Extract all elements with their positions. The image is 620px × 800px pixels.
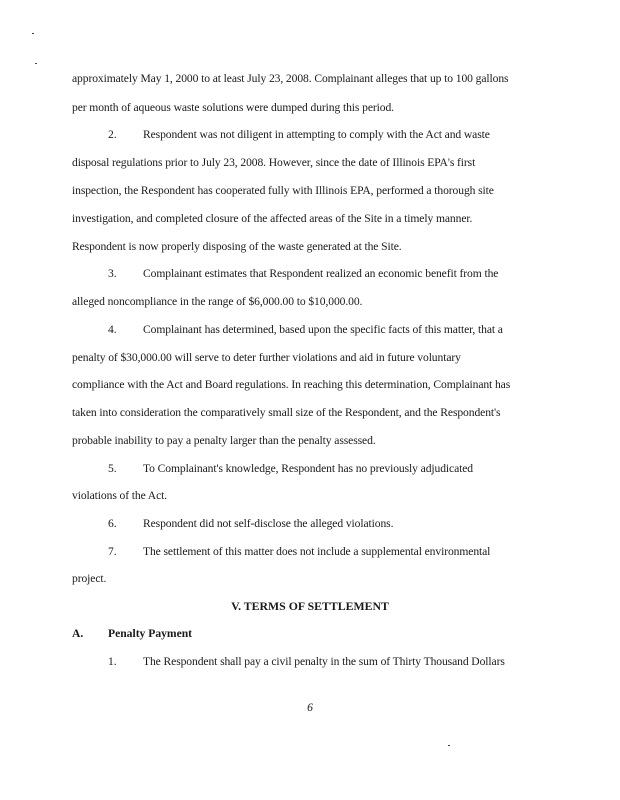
penalty-paragraph-1-number: 1. — [108, 655, 117, 668]
paragraph-1-line-2: per month of aqueous waste solutions were dumped during this period. — [72, 101, 394, 114]
paragraph-2-line-4: investigation, and completed closure of the affected areas of the Site in a timely manner. — [72, 212, 473, 225]
paragraph-2-line-5: Respondent is now properly disposing of the waste generated at the Site. — [72, 240, 402, 253]
subsection-title: Penalty Payment — [108, 627, 193, 640]
paragraph-5-number: 5. — [108, 462, 117, 475]
paragraph-6-line-1: Respondent did not self-disclose the alleged violations. — [143, 517, 394, 530]
scan-speck — [32, 33, 34, 34]
paragraph-4-line-5: probable inability to pay a penalty larger than the penalty assessed. — [72, 434, 376, 447]
paragraph-7-line-1: The settlement of this matter does not include a supplemental environmental — [143, 545, 491, 558]
paragraph-3-line-2: alleged noncompliance in the range of $6,000.00 to $10,000.00. — [72, 295, 363, 308]
paragraph-4-line-1: Complainant has determined, based upon the specific facts of this matter, that a — [143, 323, 503, 336]
subsection-letter: A. — [72, 627, 84, 640]
paragraph-4-line-4: taken into consideration the comparatively small size of the Respondent, and the Respondent's — [72, 406, 501, 419]
paragraph-3-line-1: Complainant estimates that Respondent realized an economic benefit from the — [143, 267, 499, 280]
scan-speck — [35, 63, 37, 64]
paragraph-6-number: 6. — [108, 517, 117, 530]
scan-speck — [448, 745, 450, 746]
paragraph-4-line-3: compliance with the Act and Board regulations. In reaching this determination, Complainant has — [72, 378, 511, 391]
paragraph-4-line-2: penalty of $30,000.00 will serve to deter further violations and aid in future voluntary — [72, 351, 461, 364]
paragraph-7-number: 7. — [108, 545, 117, 558]
paragraph-2-line-3: inspection, the Respondent has cooperated fully with Illinois EPA, performed a thorough site — [72, 184, 494, 197]
paragraph-4-number: 4. — [108, 323, 117, 336]
section-heading: V. TERMS OF SETTLEMENT — [231, 599, 389, 613]
page-number: 6 — [307, 701, 313, 714]
paragraph-7-line-2: project. — [72, 572, 107, 585]
paragraph-2-line-1: Respondent was not diligent in attempting to comply with the Act and waste — [143, 128, 490, 141]
paragraph-2-number: 2. — [108, 128, 117, 141]
paragraph-5-line-2: violations of the Act. — [72, 489, 168, 502]
paragraph-1-line-1: approximately May 1, 2000 to at least July 23, 2008. Complainant alleges that up to 100 gallons — [72, 72, 509, 85]
penalty-paragraph-1-line-1: The Respondent shall pay a civil penalty in the sum of Thirty Thousand Dollars — [143, 655, 505, 668]
paragraph-3-number: 3. — [108, 267, 117, 280]
paragraph-5-line-1: To Complainant's knowledge, Respondent has no previously adjudicated — [143, 462, 473, 475]
paragraph-2-line-2: disposal regulations prior to July 23, 2008. However, since the date of Illinois EPA's first — [72, 156, 476, 169]
